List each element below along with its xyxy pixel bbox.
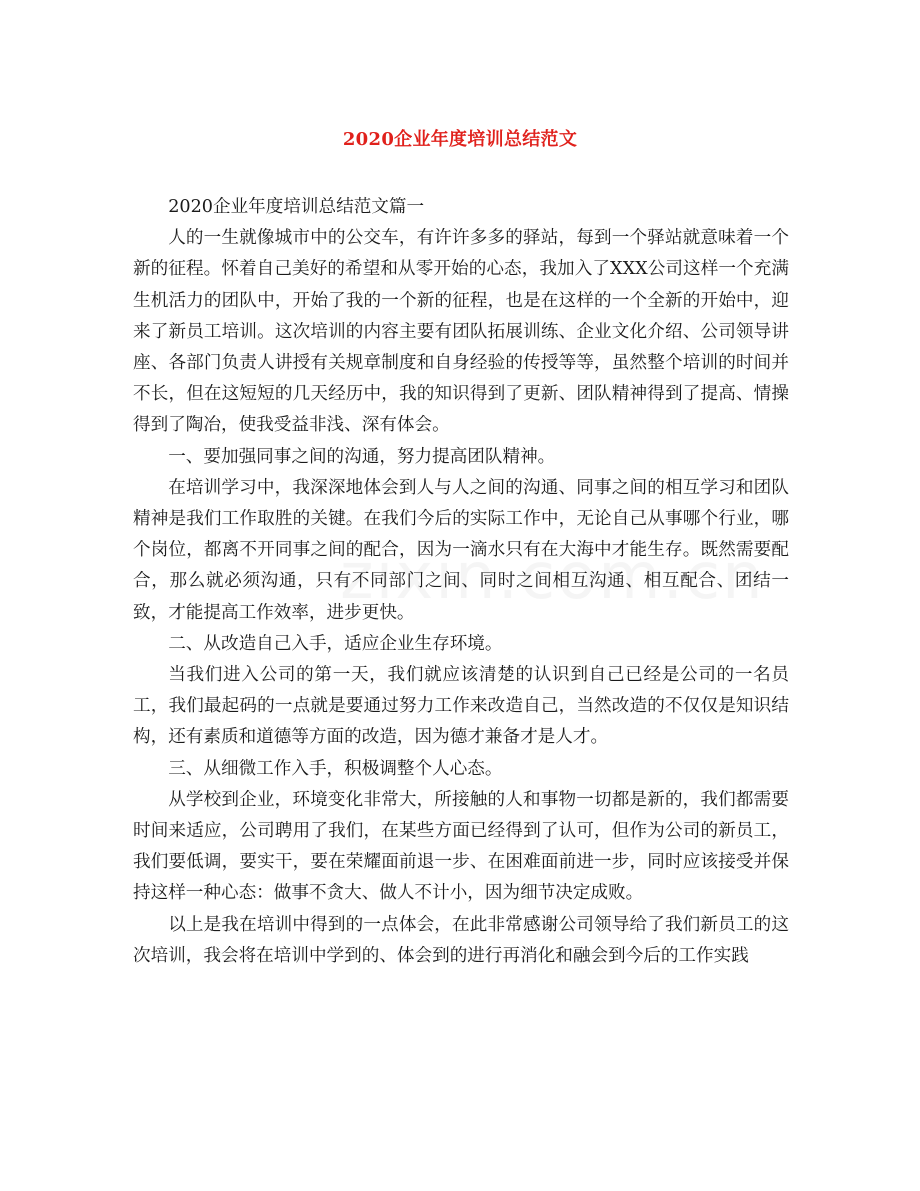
paragraph: 从学校到企业，环境变化非常大，所接触的人和事物一切都是新的，我们都需要时间来适应，公司聘用了我们，在某些方面已经得到了认可，但作为公司的新员工，我们要低调，要实干，要在荣耀面前退一步、在困难面前进一步，同时应该接受并保持这样一种心态：做事不贪大、做人不计小，因为细节决定成败。 [133,789,789,904]
section-heading: 2020企业年度培训总结范文篇一 [168,197,425,217]
document-title: 2020企业年度培训总结范文 [342,129,578,150]
paragraph: 在培训学习中，我深深地体会到人与人之间的沟通、同事之间的相互学习和团队精神是我们工作取胜的关键。在我们今后的实际工作中，无论自己从事哪个行业，哪个岗位，都离不开同事之间的配合，因为一滴水只有在大海中才能生存。既然需要配合，那么就必须沟通，只有不同部门之间、同时之间相互沟通、相互配合、团结一致，才能提高工作效率，进步更快。 [133,477,789,623]
point-heading-2: 二、从改造自己入手，适应企业生存环境。 [168,633,503,654]
point-heading-1: 一、要加强同事之间的沟通，努力提高团队精神。 [168,446,556,467]
document-body [133,192,789,972]
point-heading-3: 三、从细微工作入手，积极调整个人心态。 [168,758,503,779]
paragraph: 以上是我在培训中得到的一点体会，在此非常感谢公司领导给了我们新员工的这次培训，我会将在培训中学到的、体会到的进行再消化和融会到今后的工作实践 [133,914,789,966]
paragraph: 当我们进入公司的第一天，我们就应该清楚的认识到自己已经是公司的一名员工，我们最起码的一点就是要通过努力工作来改造自己，当然改造的不仅仅是知识结构，还有素质和道德等方面的改造，因为德才兼备才是人才。 [133,665,789,748]
paragraph: 人的一生就像城市中的公交车，有许许多多的驿站，每到一个驿站就意味着一个新的征程。怀着自己美好的希望和从零开始的心态，我加入了XXX公司这样一个充满生机活力的团队中，开始了我的一个新的征程，也是在这样的一个全新的开始中，迎来了新员工培训。这次培训的内容主要有团队拓展训练、企业文化介绍、公司领导讲座、各部门负责人讲授有关规章制度和自身经验的传授等等，虽然整个培训的时间并不长，但在这短短的几天经历中，我的知识得到了更新、团队精神得到了提高、情操得到了陶冶，使我受益非浅、深有体会。 [133,228,789,436]
